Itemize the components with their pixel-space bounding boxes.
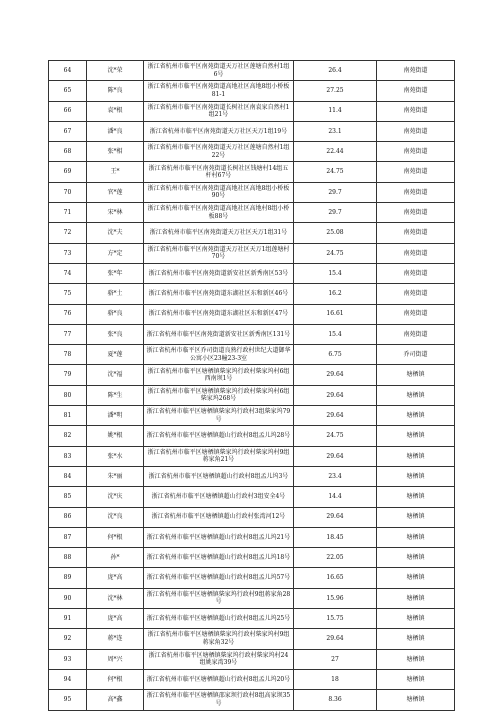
row-number-cell: 73 [49,243,87,263]
name-cell: 陈*良 [87,81,144,101]
name-cell: 庞*高 [87,568,144,588]
street-cell: 南苑街道 [377,61,455,81]
address-cell: 浙江省杭州市临平区南苑街道长树社区南袁家自然村1组21号 [144,101,294,121]
name-cell: 沈*荣 [87,61,144,81]
row-number-cell: 92 [49,629,87,649]
table-row [49,365,455,385]
area-cell: 14.4 [294,487,377,507]
street-cell: 塘栖镇 [377,446,455,466]
address-cell: 浙江省杭州市临平区南苑街道高地社区高地8组小桥板90号 [144,182,294,202]
area-cell: 27.25 [294,81,377,101]
street-cell: 塘栖镇 [377,548,455,568]
name-cell: 何*根 [87,527,144,547]
table-row [49,568,455,588]
name-cell: 张*良 [87,324,144,344]
table-row [49,548,455,568]
street-cell: 塘栖镇 [377,690,455,710]
area-cell: 29.7 [294,182,377,202]
name-cell: 沈*良 [87,507,144,527]
row-number-cell: 84 [49,466,87,486]
street-cell: 塘栖镇 [377,588,455,608]
area-cell: 23.1 [294,121,377,141]
address-cell: 浙江省杭州市临平区塘栖镇超山行政村张湾河12号 [144,507,294,527]
address-cell: 浙江省杭州市临平区塘栖镇超山行政村8组孟儿坞20号 [144,669,294,689]
address-cell: 浙江省杭州市临平区南苑街道新安社区新秀南区53号 [144,263,294,283]
table-row [49,406,455,426]
row-number-cell: 68 [49,142,87,162]
row-number-cell: 81 [49,406,87,426]
address-cell: 浙江省杭州市临平区乔司街道良熟行政村世纪大道御华公寓小区23幢23-3室 [144,345,294,365]
table-row [49,61,455,81]
area-cell: 29.64 [294,406,377,426]
area-cell: 29.64 [294,446,377,466]
row-number-cell: 85 [49,487,87,507]
row-number-cell: 77 [49,324,87,344]
name-cell: 姚*根 [87,426,144,446]
street-cell: 南苑街道 [377,223,455,243]
area-cell: 23.4 [294,466,377,486]
table-row [49,263,455,283]
street-cell: 南苑街道 [377,203,455,223]
address-cell: 浙江省杭州市临平区南苑街道高地社区高地8组小桥板81-1 [144,81,294,101]
street-cell: 塘栖镇 [377,426,455,446]
address-cell: 浙江省杭州市临平区南苑街道东湖社区东和新区47号 [144,304,294,324]
area-cell: 16.65 [294,568,377,588]
address-cell: 浙江省杭州市临平区塘栖镇柴家坞行政村3组柴家坞79号 [144,406,294,426]
street-cell: 塘栖镇 [377,487,455,507]
address-cell: 浙江省杭州市临平区南苑街道高地社区高地村8组小桥板88号 [144,203,294,223]
row-number-cell: 78 [49,345,87,365]
area-cell: 29.64 [294,507,377,527]
row-number-cell: 66 [49,101,87,121]
name-cell: 张*水 [87,446,144,466]
name-cell: 沈*庆 [87,487,144,507]
row-number-cell: 69 [49,162,87,182]
name-cell: 骆*良 [87,304,144,324]
street-cell: 南苑街道 [377,324,455,344]
street-cell: 塘栖镇 [377,507,455,527]
row-number-cell: 76 [49,304,87,324]
address-cell: 浙江省杭州市临平区塘栖镇柴家坞行政村柴家坞村6组柴家坞268号 [144,385,294,405]
area-cell: 24.75 [294,243,377,263]
street-cell: 乔司街道 [377,345,455,365]
address-cell: 浙江省杭州市临平区南苑街道天万社区天万1组31号 [144,223,294,243]
name-cell: 蒋*连 [87,629,144,649]
name-cell: 骆*土 [87,284,144,304]
row-number-cell: 64 [49,61,87,81]
area-cell: 29.64 [294,365,377,385]
table-row [49,629,455,649]
name-cell: 潘*良 [87,121,144,141]
row-number-cell: 87 [49,527,87,547]
row-number-cell: 93 [49,649,87,669]
row-number-cell: 74 [49,263,87,283]
street-cell: 南苑街道 [377,142,455,162]
name-cell: 孙* [87,548,144,568]
row-number-cell: 88 [49,548,87,568]
name-cell: 朱*丽 [87,466,144,486]
table-row [49,142,455,162]
street-cell: 塘栖镇 [377,365,455,385]
row-number-cell: 89 [49,568,87,588]
name-cell: 官*莲 [87,182,144,202]
area-cell: 6.75 [294,345,377,365]
table-row [49,690,455,710]
row-number-cell: 67 [49,121,87,141]
area-cell: 22.05 [294,548,377,568]
address-cell: 浙江省杭州市临平区塘栖镇邵家坝行政村8组高家坝35号 [144,690,294,710]
name-cell: 张*年 [87,263,144,283]
table-row [49,345,455,365]
name-cell: 王* [87,162,144,182]
area-cell: 18 [294,669,377,689]
address-cell: 浙江省杭州市临平区南苑街道天万社区莲塘自然村1组6号 [144,61,294,81]
name-cell: 沈*夫 [87,223,144,243]
street-cell: 南苑街道 [377,284,455,304]
table-row [49,324,455,344]
name-cell: 沈*林 [87,588,144,608]
area-cell: 24.75 [294,426,377,446]
row-number-cell: 79 [49,365,87,385]
table-row [49,446,455,466]
table-row [49,507,455,527]
row-number-cell: 65 [49,81,87,101]
address-cell: 浙江省杭州市临平区塘栖镇超山行政村8组孟儿坞28号 [144,426,294,446]
address-cell: 浙江省杭州市临平区南苑街道长树社区钱塘村14组五杆村67号 [144,162,294,182]
name-cell: 方*定 [87,243,144,263]
name-cell: 夏*莲 [87,345,144,365]
street-cell: 南苑街道 [377,243,455,263]
row-number-cell: 80 [49,385,87,405]
address-cell: 浙江省杭州市临平区塘栖镇柴家坞行政村柴家坞村24组姚家湾39号 [144,649,294,669]
area-cell: 8.36 [294,690,377,710]
table-row [49,609,455,629]
street-cell: 塘栖镇 [377,466,455,486]
street-cell: 南苑街道 [377,304,455,324]
name-cell: 何*根 [87,669,144,689]
street-cell: 塘栖镇 [377,406,455,426]
row-number-cell: 90 [49,588,87,608]
table-row [49,588,455,608]
street-cell: 塘栖镇 [377,629,455,649]
address-cell: 浙江省杭州市临平区塘栖镇柴家坞行政村9组蒋家角28号 [144,588,294,608]
table-row [49,121,455,141]
table-row [49,527,455,547]
table-row [49,81,455,101]
table-row [49,649,455,669]
area-cell: 27 [294,649,377,669]
table-row [49,162,455,182]
table-row [49,243,455,263]
name-cell: 宋*林 [87,203,144,223]
street-cell: 南苑街道 [377,182,455,202]
area-cell: 15.4 [294,324,377,344]
address-cell: 浙江省杭州市临平区南苑街道天万社区天万1组19号 [144,121,294,141]
address-cell: 浙江省杭州市临平区塘栖镇超山行政村8组孟儿坞57号 [144,568,294,588]
table-row [49,487,455,507]
address-cell: 浙江省杭州市临平区塘栖镇超山行政村8组孟儿坞18号 [144,548,294,568]
street-cell: 塘栖镇 [377,669,455,689]
row-number-cell: 71 [49,203,87,223]
street-cell: 南苑街道 [377,121,455,141]
row-number-cell: 83 [49,446,87,466]
area-cell: 15.4 [294,263,377,283]
street-cell: 塘栖镇 [377,568,455,588]
table-row [49,284,455,304]
registry-table-body [49,61,455,711]
row-number-cell: 94 [49,669,87,689]
area-cell: 16.2 [294,284,377,304]
area-cell: 29.64 [294,385,377,405]
address-cell: 浙江省杭州市临平区塘栖镇超山行政村3组安全4号 [144,487,294,507]
row-number-cell: 86 [49,507,87,527]
table-row [49,182,455,202]
row-number-cell: 70 [49,182,87,202]
address-cell: 浙江省杭州市临平区南苑街道天万社区莲塘自然村1组22号 [144,142,294,162]
registry-table [48,60,455,711]
address-cell: 浙江省杭州市临平区塘栖镇柴家坞行政村柴家坞村9组蒋家角21号 [144,446,294,466]
name-cell: 沈*福 [87,365,144,385]
area-cell: 25.08 [294,223,377,243]
area-cell: 15.96 [294,588,377,608]
street-cell: 塘栖镇 [377,385,455,405]
name-cell: 庞*高 [87,609,144,629]
address-cell: 浙江省杭州市临平区塘栖镇超山行政村8组孟儿坞25号 [144,609,294,629]
area-cell: 22.44 [294,142,377,162]
street-cell: 南苑街道 [377,81,455,101]
name-cell: 潘*明 [87,406,144,426]
street-cell: 南苑街道 [377,263,455,283]
row-number-cell: 95 [49,690,87,710]
table-row [49,203,455,223]
address-cell: 浙江省杭州市临平区南苑街道天万社区天万1组莲塘村70号 [144,243,294,263]
row-number-cell: 82 [49,426,87,446]
row-number-cell: 75 [49,284,87,304]
address-cell: 浙江省杭州市临平区塘栖镇柴家坞行政村柴家坞村9组蒋家角32号 [144,629,294,649]
area-cell: 18.45 [294,527,377,547]
table-row [49,385,455,405]
address-cell: 浙江省杭州市临平区南苑街道新安社区新秀南区131号 [144,324,294,344]
address-cell: 浙江省杭州市临平区塘栖镇超山行政村8组孟儿坞21号 [144,527,294,547]
row-number-cell: 91 [49,609,87,629]
table-row [49,669,455,689]
street-cell: 塘栖镇 [377,649,455,669]
table-row [49,304,455,324]
address-cell: 浙江省杭州市临平区塘栖镇柴家坞行政村柴家坞村6组西南坝1号 [144,365,294,385]
area-cell: 11.4 [294,101,377,121]
street-cell: 南苑街道 [377,101,455,121]
name-cell: 周*兴 [87,649,144,669]
table-row [49,223,455,243]
table-row [49,426,455,446]
street-cell: 塘栖镇 [377,527,455,547]
area-cell: 16.61 [294,304,377,324]
street-cell: 南苑街道 [377,162,455,182]
area-cell: 15.75 [294,609,377,629]
name-cell: 张*相 [87,142,144,162]
area-cell: 29.7 [294,203,377,223]
table-row [49,466,455,486]
name-cell: 高*鑫 [87,690,144,710]
area-cell: 26.4 [294,61,377,81]
street-cell: 塘栖镇 [377,609,455,629]
name-cell: 陈*生 [87,385,144,405]
row-number-cell: 72 [49,223,87,243]
address-cell: 浙江省杭州市临平区南苑街道东湖社区东和新区46号 [144,284,294,304]
area-cell: 29.64 [294,629,377,649]
table-row [49,101,455,121]
address-cell: 浙江省杭州市临平区塘栖镇超山行政村8组孟儿坞3号 [144,466,294,486]
area-cell: 24.75 [294,162,377,182]
name-cell: 袁*根 [87,101,144,121]
